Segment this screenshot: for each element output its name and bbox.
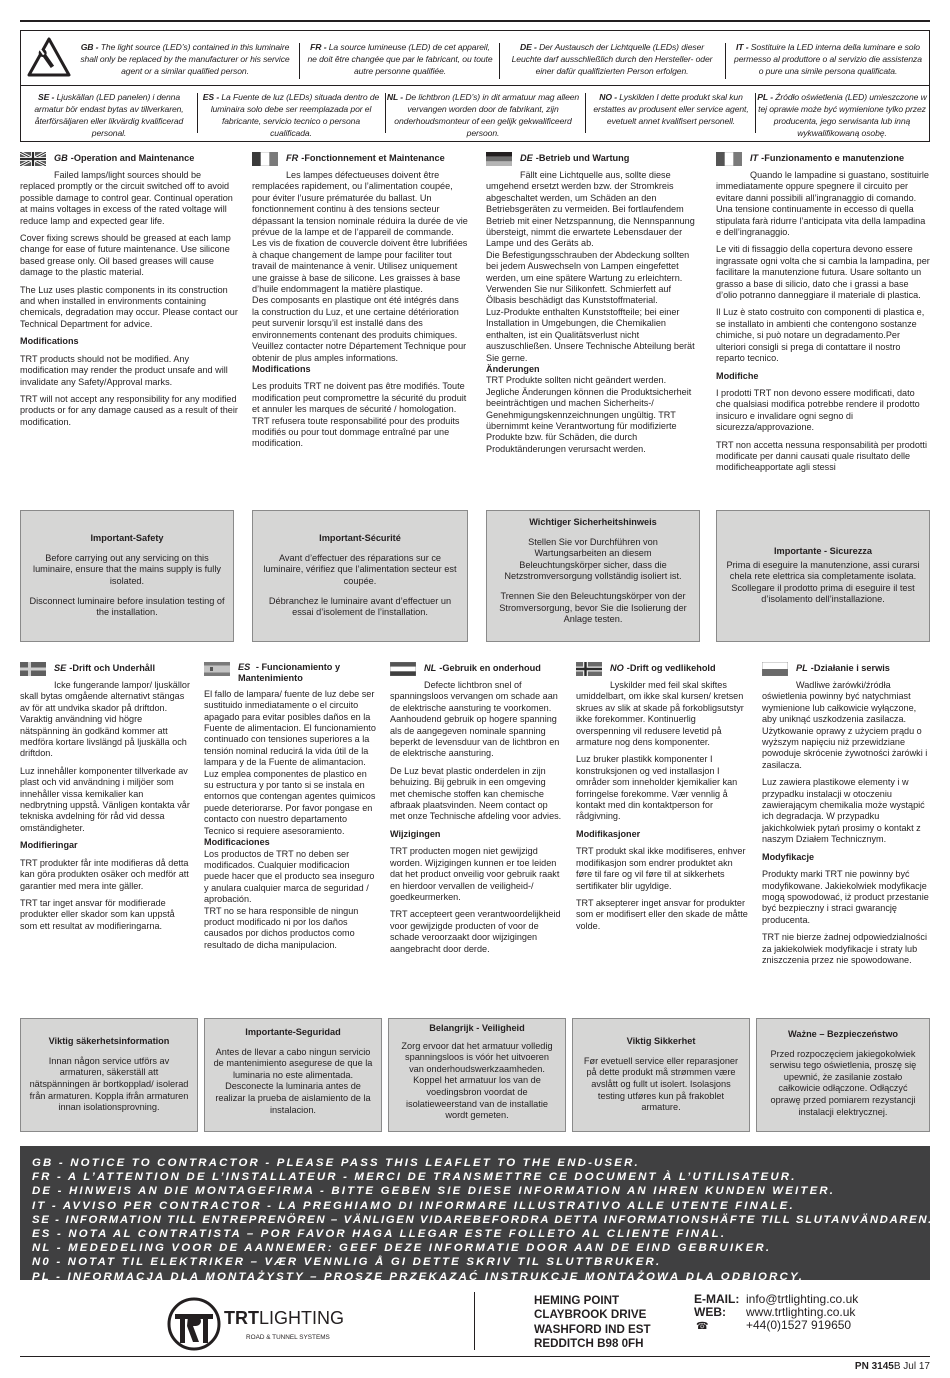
section-de: DE - Betrieb und Wartung Fällt eine Lichtquelle aus, sollte diese umgehend ersetzt werden bzw. der Stromkreis abgeschaltet werden, um Schäden an den Betriebsgeräten zu vermeiden. Bei fortlaufendem Betrieb mit einer Netzspannung, die Nennspannung übersteigt, nimmt die erwartete Lebensdauer der Lampe und des Geräts ab. Die Befestigungsschrauben der Abdeckung sollten bei jedem Auswechseln von Lampen eingefettet werden, um eine spätere Wartung zu erleichtern. Verwenden Sie nur Silikonfett. Schmierfett auf Ölbasis beschädigt das Kunststoffmaterial. Luz-Produkte enthalten Kunststoffteile; bei einer Installation in Umgebungen, die Chemikalien enthalten, ist ein Qualitätsverlust nicht auszuschließen. Unsere Technische Abteilung berät Sie gerne. Änderungen TRT Produkte sollten nicht geändert werden. Jegliche Änderungen können die Produktsicherheit beeinträchtigen und machen Sicherheits-/ Genehmigungskennzeichnungen ungültig. TRT übernimmt keine Verantwortung für modifizierte Produkte bzw. für Schäden, die durch Produktänderungen verursacht werden. — [486, 153, 695, 454]
warning-box — [20, 30, 930, 142]
web-link[interactable]: www.trtlighting.co.uk — [746, 1305, 856, 1319]
safety-box-nl: Belangrijk - Veiligheid Zorg ervoor dat het armatuur volledig spanningsloos is vóór het uitvoeren van onderhoudswerkzaamheden. Koppel het armatuur los van de voedingsbron voordat de isolatieweerstand van de installatie wordt gemeten. — [388, 1018, 566, 1132]
safety-box-no: Viktig Sikkerhet Før evetuell service eller reparasjoner på dette produkt må strømmen være avslått og fullt ut isolert. Isolasjons testing utføres kun på frakoblet armature. — [572, 1018, 750, 1132]
warning-pl: PL - Źródło oświetlenia (LED) umieszczone w tej oprawie może być wymienione tylko przez producenta, jego serwisanta lub inną wykwalifikowaną osobę. — [757, 92, 927, 138]
top-rule — [20, 20, 930, 22]
italy-flag-icon — [716, 152, 742, 166]
warning-se: SE - Ljuskällan (LED panelen) i denna armatur bör endast bytas av tillverkaren, återförsäljaren eller likvärdig kvalificerad personal. — [34, 92, 184, 138]
safety-box-gb: Important-Safety Before carrying out any servicing on this luminaire, ensure that the mains supply is fully isolated. Disconnect luminaire before insulation testing of the installation. — [20, 510, 234, 642]
section-gb: GB - Operation and Maintenance Failed lamps/light sources should be replaced promptly or the circuit switched off to avoid possible damage to control gear. Continual operation at mains voltages in excess of the rated voltage will reduce lamp and expected gear life. Cover fixing screws should be greased at each lamp change for ease of future maintenance. Use silicone based grease only. Oil based greases will cause damage to the plastic material. The Luz uses plastic components in its construction and when installed in environments containing chemicals, degradation may occur. Please contact our Technical Department for advice. Modifications TRT products should not be modified. Any modification may render the product unsafe and will invalidate any Safety/Approval marks. TRT will not accept any responsibility for any modified products or for any damage caused as a result of their modification. — [20, 153, 238, 427]
section-nl: NL - Gebruik en onderhoud Defecte lichtbron snel of spanningsloos vervangen om schade aan de elektrische aansturing te voorkomen. Aanhoudend gebruik op hogere spanning als de aangegeven nominale spanning beperkt de levensduur van de lichtbron en de elektrische aansturing. De Luz bevat plastic onderdelen in zijn behuizing. Bij gebruik in een omgeving met chemische stoffen kan chemische afbraak plaatsvinden. Neem contact op met onze Technische afdeling voor advies. Wijzigingen TRT producten mogen niet gewijzigd worden. Wijzigingen kunnen er toe leiden dat het product onveilig voor gebruik raakt en hierdoor vervallen de veiligheid-/ goedkeurmerken. TRT accepteert geen verantwoordelijkheid voor gewijzigde producten of voor de schade veroorzaakt door wijzigingen aangebracht door derde. — [390, 663, 562, 954]
notice-line: SE - INFORMATION TILL ENTREPRENÖREN – VÄNLIGEN VIDAREBEFORDRA DETTA INFORMATIONSHÄFTE TILL SLUTANVÄNDAREN. — [32, 1213, 933, 1226]
poland-flag-icon — [762, 662, 788, 676]
section-no: NO - Drift og vedlikehold Lyskilder med feil skal skiftes umiddelbart, om ikke skal kursen/ kretsen skrues av slik at skade på forkobligsutstyr ikke forekommer. Kontinuerlig overspenning vil redusere levetid på armature nog dens komponenter. Luz bruker plastikk komponenter I konstruksjonen og ved installasjon I områder som inneholder kjemikalier kan forringelse forekomme. Vær vennlig å kontakt med din kontaktperson for rådgivning. Modifikasjoner TRT produkt skal ikke modifiseres, enhver modifikasjon som endrer produktet akn føre til fare og vil føre til at sikkerhets sertifikater blir ugyldige. TRT aksepterer inget ansvar for produkter som er modifisert eller den skade de måtte volde. — [576, 663, 748, 931]
warning-fr: FR - La source lumineuse (LED) de cet appareil, ne doit être changée que par le fabricant, ou toute autre personne qualifiée. — [307, 42, 493, 76]
warning-de: DE - Der Austausch der Lichtquelle (LEDs) dieser Leuchte darf ausschließlich durch den Hersteller- oder einer dafür qualifizierten Person erfolgen. — [511, 42, 713, 76]
phone-icon: ☎ — [696, 1321, 709, 1332]
spain-flag-icon — [204, 662, 230, 676]
warning-nl: NL - De lichtbron (LED’s) in dit armatuur mag alleen vervangen worden door de fabrikant, zijn onderhoudsmonteur of een gelijk gekwalificeerd persoon. — [386, 92, 580, 138]
svg-text:TRTLIGHTING: TRTLIGHTING — [224, 1308, 345, 1328]
warning-no: NO - Lyskilden I dette produkt skal kun erstattes av produsent eller service agent, evetuelt annet kvalifisert personell. — [593, 92, 749, 126]
notice-line: PL - INFORMACJA DLA MONTAŻYSTY – PROSZĘ PRZEKAZAĆ INSTRUKCJĘ MONTAŻOWĄ DLA ODBIORCY. — [32, 1270, 805, 1283]
safety-box-fr: Important-Sécurité Avant d’effectuer des réparations sur ce luminaire, vérifiez que l’alimentation secteur est coupée. Débranchez le luminaire avant d’effectuer un essai d’isolement de l’installation. — [252, 510, 468, 642]
svg-text:ROAD & TUNNEL SYSTEMS: ROAD & TUNNEL SYSTEMS — [246, 1334, 330, 1341]
part-number: PN 3145B Jul 17 — [854, 1361, 930, 1372]
germany-flag-icon — [486, 152, 512, 166]
safety-box-pl: Ważne – Bezpieczeństwo Przed rozpoczęciem jakiegokolwiek serwisu tego oświetlenia, proszę się upewnić, że zasilanie zostało całkowicie odłączone. Odłączyć oprawę przed pomiarem rezystancji instalacji elektrycznej. — [756, 1018, 930, 1132]
notice-line: FR - A L’ATTENTION DE L’INSTALLATEUR - MERCI DE TRANSMETTRE CE DOCUMENT À L’UTILISATEUR. — [32, 1171, 797, 1184]
netherlands-flag-icon — [390, 662, 416, 676]
contact-details: E-MAIL: info@trtlighting.co.uk WEB: www.trtlighting.co.uk ☎ +44(0)1527 919650 — [694, 1292, 859, 1332]
trt-lighting-logo — [166, 1294, 352, 1354]
safety-box-it: Importante - Sicurezza Prima di eseguire la manutenzione, assi curarsi chela rete elettrica sia completamente isolata. Scollegare il prodotto prima di eseguire il test d’isolamento dell’installazione. — [716, 510, 930, 642]
bottom-rule — [20, 1356, 930, 1357]
warning-it: IT - Sostituire la LED interna della luminare e solo permesso al produttore o al servizio die assistenza o pure una simile persona qualificata. — [734, 42, 922, 76]
notice-line: GB - NOTICE TO CONTRACTOR - PLEASE PASS THIS LEAFLET TO THE END-USER. — [32, 1157, 640, 1169]
uk-flag-icon — [20, 152, 46, 166]
section-it: IT - Funzionamento e manutenzione Quando le lampadine si guastano, sostituirle immediatamente oppure spegnere il circuito per evitare danni possibili all’ingranaggio di comando. Una tensione continuamente in eccesso di quella stipulata farà ridurre l’anticipata vita della lampadina e dell’ingranaggio. Le viti di fissaggio della copertura devono essere ingrassate ogni volta che si cambia la lampadina, per facilitare la manutenzione futura. Usare soltanto un grasso a base di silicio, dato che i grassi a base d’olio potranno danneggiare il materiale di plastica. Il Luz è stato costruito con componenti di plastica e, se installato in ambienti che contengono sostanze chimiche, si può notare un degradamento.Per ulteriori consigli si prega di contattare il nostro reparto tecnico. Modifiche I prodotti TRT non devono essere modificati, dato che qualsiasi modifica potrebbe rendere il prodotto insicuro e invalidare ogni segno di sicurezza/approvazione. TRT non accetta nessuna responsabilità per prodotti modificate per danni causati quale risultato delle modificheapportate agli stessi — [716, 153, 930, 473]
section-pl: PL - Działanie i serwis Wadliwe żarówki/źródła oświetlenia powinny być natychmiast wymienione lub całkowicie wyłączone, aby uniknąć uszkodzenia zasilacza. Użytkowanie oprawy z użyciem prądu o wyższym napięciu niż przewidziane powoduje skrócenie żywotności żarówki i zasilacza. Luz zawiera plastikowe elementy i w przypadku instalacji w otoczeniu zawierającym chemikalia może wystąpić ich degradacja. W przypadku jakichkolwiek pytań prosimy o kontakt z naszym Działem Technicznym. Modyfikacje Produkty marki TRT nie powinny być modyfikowane. Jakiekolwiek modyfikacje mogą spowodować, iż product przestanie być bezpieczny i straci gwarancję producenta. TRT nie bierze żadnej odpowiedzialności za jakiekolwiek modyfikacje i straty lub zniszczenia przez nie spowodowane. — [762, 663, 929, 965]
section-es: ES - Funcionamiento y Mantenimiento El fallo de lampara/ fuente de luz debe ser sustituido inmediatamente o el circuito apagado para evitar posibles daños en la Fuente de alimentacion. El funcionamiento continuado con tensiones superiores a la tensión nominal reducirá la vida útil de la lampara y de la Fuente de alimantacion. Luz emplea componentes de plastico en su estructura y por tanto si se instala en entornos que contengan agentes quimicos puede deteriorarse. Por favor pongase en contacto con nuestro departamento Tecnico si requiere asesoramiento. Modificaciones Los productos de TRT no deben ser modificados. Cualquier modificacion puede hacer que el producto sea inseguro y anulara cualquier marca de seguridad / aprobación. TRT no se hara responsible de ningun product modificado ni por los daños causados por dichos productos como resultado de dicha manipulacion. — [204, 662, 376, 950]
warning-gb: GB - The light source (LED’s) contained in this luminaire shall only be replaced by the manufacturer or his service agent or a similar qualified person. — [80, 42, 290, 76]
notice-line: NL - MEDEDELING VOOR DE AANNEMER: GEEF DEZE INFORMATIE DOOR AAN DE EIND GEBRUIKER. — [32, 1242, 772, 1255]
warning-triangle-icon — [27, 37, 71, 77]
safety-box-se: Viktig säkerhetsinformation Innan någon service utförs av armaturen, säkerställ att nätspänningen är bortkopplad/ isolerad från armaturen. Koppla ifrån armaturen innan isolationsprovning. — [20, 1018, 198, 1132]
company-address: HEMING POINT CLAYBROOK DRIVE WASHFORD IND EST REDDITCH B98 0FH — [534, 1294, 651, 1351]
notice-line: DE - HINWEIS AN DIE MONTAGEFIRMA - BITTE GEBEN SIE DIESE INFORMATION AN IHREN KUNDEN WEITER. — [32, 1185, 836, 1198]
section-se: SE - Drift och Underhåll Icke fungerande lampor/ ljuskällor skall bytas omgående alternativt stängas av för att undvika skador på driftdon. Varaktig användning vid högre nätspänning än godkänd kommer att medföra kortare livslängd på ljuskälla och driftdon. Luz innehåller komponenter tillverkade av plast och vid användning i miljöer som innehåller vissa kemikalier kan nedbrytning uppstå. Vänligen kontakta vår tekniska avdelning för råd vid dessa omständigheter. Modifieringar TRT produkter får inte modifieras då detta kan göra produkten osäker och medför att garantier med mera inte gäller. TRT tar inget ansvar för modifierade produkter eller skador som kan uppstå som ett resultat av modifieringarna. — [20, 663, 190, 931]
contractor-notice — [20, 1146, 933, 1283]
notice-line: ES - NOTA AL CONTRATISTA – POR FAVOR HAGA LLEGAR ESTE FOLLETO AL CLIENTE FINAL. — [32, 1228, 727, 1241]
norway-flag-icon — [576, 662, 602, 676]
footer-divider — [474, 1292, 475, 1350]
safety-box-es: Importante-Seguridad Antes de llevar a cabo ningun servicio de mantenimiento asegurese de que la luminaria no este alimentada. Desconecte la luminaria antes de realizar la prueba de aislamiento de la instalacion. — [204, 1018, 382, 1132]
safety-box-de: Wichtiger Sicherheitshinweis Stellen Sie vor Durchführen von Wartungsarbeiten an diesem Beleuchtungskörper sicher, dass die Netzstromversorgung vollständig isoliert ist. Trennen Sie den Beleuchtungskörper von der Stromversorgung, bevor Sie die Isolierung der Anlage testen. — [486, 510, 700, 642]
notice-line: N0 - NOTAT TIL ELEKTRIKER – VÆR VENNLIG Å GI DETTE SKRIV TIL SLUTTBRUKER. — [32, 1256, 662, 1269]
warning-es: ES - La Fuente de luz (LEDs) situada dentro de luminaira solo debe ser reemplazada por el fabricante, servicio tecnico o persona cualificada. — [202, 92, 380, 138]
email-link[interactable]: info@trtlighting.co.uk — [746, 1292, 859, 1306]
notice-line: IT - AVVISO PER CONTRACTOR - LA PREGHIAMO DI INFORMARE ILLUSTRATIVO ALLE UTENTE FINALE. — [32, 1199, 795, 1212]
section-fr: FR - Fonctionnement et Maintenance Les lampes défectueuses doivent être remplacées rapidement, ou l’alimentation coupée, pour éviter l’usure prématurée du ballast. Un fonctionnement continu à des tensions secteur dépassant la tension nominale réduira la durée de vie prévue de la lampe et de l’appareil de commande. Les vis de fixation de couvercle doivent être lubrifiées à chaque changement de lampe pour faciliter tout travail de maintenance à venir. Utilisez uniquement une graisse à base de silicone. Les graisses à base d’huile endommagent la matière plastique. Des composants en plastique ont été intégrés dans la construction du Luz, et une certaine détérioration peut survenir lorsqu’il est installé dans des environnements contenant des produits chimiques. Veuillez contacter notre Département Technique pour obtenir de plus amples informations. Modifications Les produits TRT ne doivent pas être modifiés. Toute modification peut compromettre la sécurité du produit et annuler les marques de sécurité / homologation. TRT refusera toute responsabilité pour des produits modifiés ou pour tout dommage entraîné par une modification. — [252, 153, 468, 449]
france-flag-icon — [252, 152, 278, 166]
sweden-flag-icon — [20, 662, 46, 676]
